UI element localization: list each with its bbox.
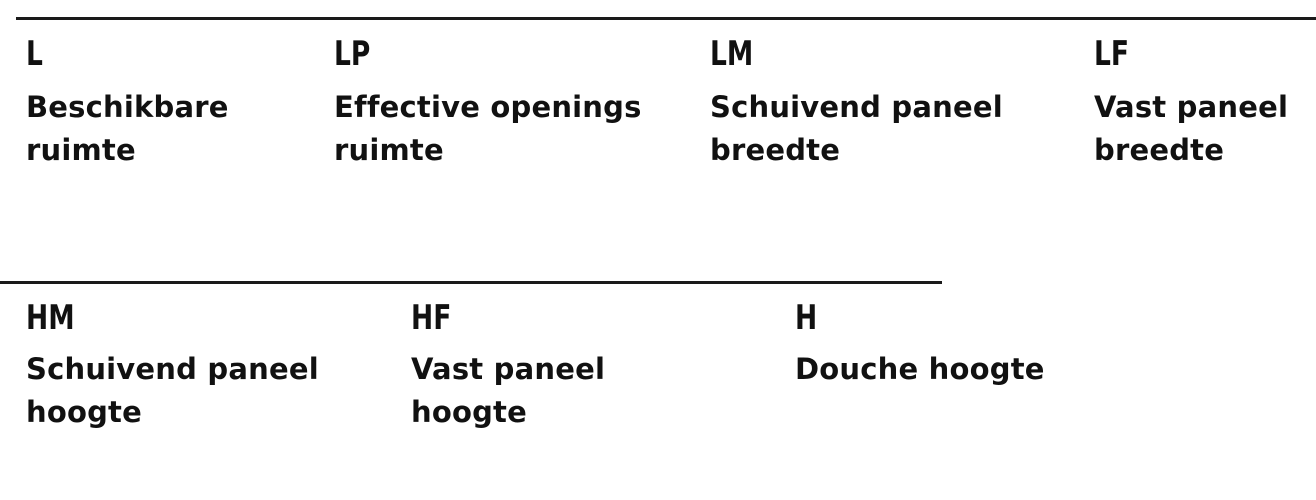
description-line-2: ruimte <box>334 133 444 167</box>
description-line-2: hoogte <box>411 395 527 429</box>
description-line-1: Beschikbare <box>26 90 229 124</box>
description-line-1: Effective openings <box>334 90 642 124</box>
dimension-description <box>334 86 642 172</box>
legend-item-lp <box>334 34 642 172</box>
dimension-code: HM <box>26 298 75 338</box>
dimension-code: H <box>795 298 818 338</box>
description-line-1: Vast paneel <box>411 352 606 386</box>
description-line-1: Vast paneel <box>1094 90 1289 124</box>
dimension-code: LM <box>710 34 754 74</box>
top-divider-line <box>16 17 1316 20</box>
description-line-2: breedte <box>710 133 841 167</box>
description-line-2: breedte <box>1094 133 1225 167</box>
dimension-description <box>411 348 605 434</box>
legend-item-hm <box>26 298 319 434</box>
dimension-description <box>26 348 319 434</box>
dimension-description <box>795 348 1045 391</box>
legend-item-lm <box>710 34 1003 172</box>
dimension-description <box>1094 86 1288 172</box>
description-line-1: Schuivend paneel <box>26 352 319 386</box>
legend-item-hf <box>411 298 605 434</box>
dimension-code: LF <box>1094 34 1130 74</box>
middle-divider-line <box>0 281 942 284</box>
dimension-code: L <box>26 34 43 74</box>
legend-item-h <box>795 298 1045 391</box>
description-line-2: hoogte <box>26 395 142 429</box>
dimension-description <box>26 86 229 172</box>
dimension-description <box>710 86 1003 172</box>
description-line-2: ruimte <box>26 133 136 167</box>
dimension-code: LP <box>334 34 371 74</box>
legend-item-lf <box>1094 34 1288 172</box>
legend-item-l <box>26 34 229 172</box>
description-line-1: Douche hoogte <box>795 352 1045 386</box>
description-line-1: Schuivend paneel <box>710 90 1003 124</box>
dimension-code: HF <box>411 298 452 338</box>
